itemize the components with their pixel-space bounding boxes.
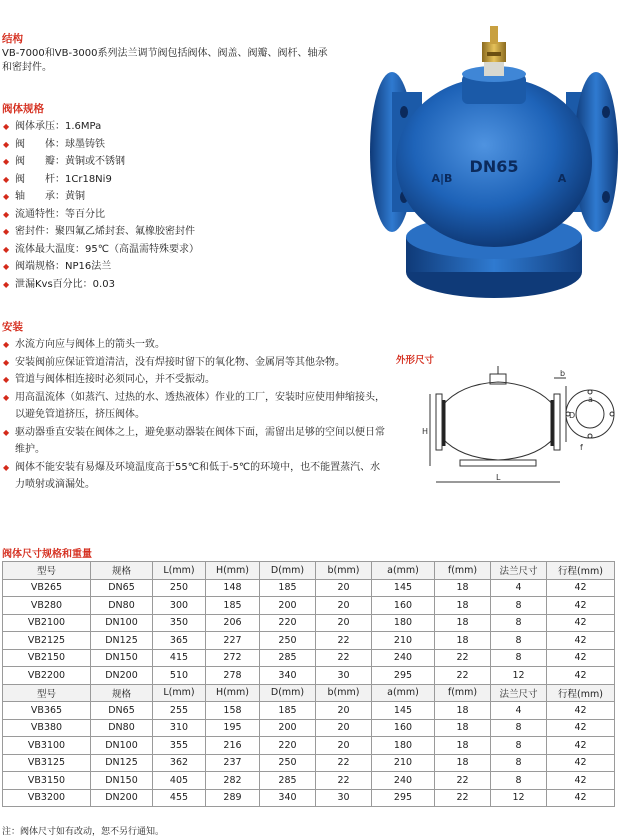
table-cell: 42 (547, 702, 615, 720)
table-cell: 42 (547, 772, 615, 790)
valve-side-mark-left: A|B (431, 172, 453, 185)
table-cell: 355 (153, 737, 206, 755)
table-cell: VB2150 (3, 649, 91, 667)
table-cell: 145 (372, 702, 435, 720)
table-cell: 18 (435, 597, 491, 615)
dim-label-d: D (569, 411, 576, 420)
table-cell: 20 (316, 702, 372, 720)
table-cell: DN65 (91, 579, 153, 597)
table-cell: 8 (491, 772, 547, 790)
table-cell: 30 (316, 667, 372, 685)
table-cell: 210 (372, 632, 435, 650)
table-cell: 42 (547, 579, 615, 597)
table-row (3, 614, 615, 632)
table-cell: 8 (491, 597, 547, 615)
table-cell: DN150 (91, 772, 153, 790)
table-header-cell: 型号 (3, 562, 91, 580)
table-cell: DN80 (91, 597, 153, 615)
table-cell: 20 (316, 737, 372, 755)
table-header-cell: H(mm) (206, 684, 260, 702)
table-header-cell: 法兰尺寸 (491, 562, 547, 580)
table-cell: 22 (316, 632, 372, 650)
table-cell: 4 (491, 579, 547, 597)
table-cell: 350 (153, 614, 206, 632)
table-header-cell: D(mm) (260, 684, 316, 702)
specs-list (3, 118, 333, 293)
table-cell: 255 (153, 702, 206, 720)
install-item: ◆ 阀体不能安装有易爆及环境温度高于55℃和低于-5℃的环境中，也不能置蒸汽、水力喷射或滴漏处。 (3, 459, 390, 494)
table-cell: VB280 (3, 597, 91, 615)
table-cell: 200 (260, 719, 316, 737)
table-cell: 42 (547, 667, 615, 685)
table-header-cell: 规格 (91, 684, 153, 702)
specs-heading: 阀体规格 (2, 103, 44, 115)
table-cell: 42 (547, 789, 615, 807)
table-cell: 158 (206, 702, 260, 720)
install-item: ◆ 用高温流体（如蒸汽、过热的水、透热液体）作业的工厂，安装时应使用伸缩接头，以避免管道挤压，挤压阀体。 (3, 389, 390, 424)
table-cell: DN100 (91, 614, 153, 632)
dim-label-a: a (588, 395, 593, 404)
table-header-row (3, 684, 615, 702)
table-row (3, 632, 615, 650)
table-row (3, 649, 615, 667)
table-cell: 22 (316, 772, 372, 790)
table-cell: 206 (206, 614, 260, 632)
table-cell: 405 (153, 772, 206, 790)
table-cell: 22 (435, 789, 491, 807)
table-cell: 8 (491, 754, 547, 772)
table-cell: VB2100 (3, 614, 91, 632)
table-cell: 200 (260, 597, 316, 615)
table-cell: 185 (260, 702, 316, 720)
table-cell: 12 (491, 789, 547, 807)
table-cell: VB2125 (3, 632, 91, 650)
table-cell: DN200 (91, 667, 153, 685)
table-cell: 237 (206, 754, 260, 772)
table-cell: 210 (372, 754, 435, 772)
table-cell: 365 (153, 632, 206, 650)
table-cell: 340 (260, 789, 316, 807)
table-row (3, 789, 615, 807)
table-cell: 185 (206, 597, 260, 615)
table-cell: 18 (435, 632, 491, 650)
table-cell: 160 (372, 597, 435, 615)
table-cell: 22 (435, 772, 491, 790)
table-cell: 160 (372, 719, 435, 737)
table-row (3, 667, 615, 685)
valve-photo (344, 22, 620, 322)
table-cell: 220 (260, 614, 316, 632)
table-cell: 285 (260, 649, 316, 667)
table-cell: 42 (547, 649, 615, 667)
table-cell: 310 (153, 719, 206, 737)
table-cell: 22 (316, 649, 372, 667)
spec-item: ◆ 流通特性：等百分比 (3, 206, 333, 224)
dimension-drawing (420, 366, 618, 490)
table-cell: 282 (206, 772, 260, 790)
table-cell: VB3125 (3, 754, 91, 772)
table-cell: DN125 (91, 754, 153, 772)
table-header-row (3, 562, 615, 580)
table-header-cell: 法兰尺寸 (491, 684, 547, 702)
table-header-cell: f(mm) (435, 684, 491, 702)
table-cell: 42 (547, 597, 615, 615)
table-cell: DN65 (91, 702, 153, 720)
table-cell: 195 (206, 719, 260, 737)
table-cell: 42 (547, 754, 615, 772)
table-cell: 295 (372, 789, 435, 807)
table-cell: 22 (316, 754, 372, 772)
table-cell: 8 (491, 632, 547, 650)
table-cell: 250 (153, 579, 206, 597)
table-row (3, 772, 615, 790)
table-cell: 250 (260, 632, 316, 650)
table-cell: VB3200 (3, 789, 91, 807)
spec-item: ◆ 流体最大温度：95℃（高温需特殊要求） (3, 241, 333, 259)
table-row (3, 719, 615, 737)
table-cell: VB380 (3, 719, 91, 737)
table-cell: 278 (206, 667, 260, 685)
table-note: 注：阀体尺寸如有改动，恕不另行通知。 (2, 827, 165, 837)
table-cell: 148 (206, 579, 260, 597)
spec-item: ◆ 阀 杆：1Cr18Ni9 (3, 171, 333, 189)
table-header-cell: f(mm) (435, 562, 491, 580)
table-row (3, 737, 615, 755)
table-cell: VB3100 (3, 737, 91, 755)
table-cell: 18 (435, 754, 491, 772)
table-header-cell: D(mm) (260, 562, 316, 580)
table-cell: 18 (435, 579, 491, 597)
table-cell: 8 (491, 719, 547, 737)
table-row (3, 597, 615, 615)
table-row (3, 579, 615, 597)
spec-item: ◆ 阀 体：球墨铸铁 (3, 136, 333, 154)
table-heading: 阀体尺寸规格和重量 (2, 549, 92, 560)
table-cell: 180 (372, 737, 435, 755)
table-cell: 510 (153, 667, 206, 685)
valve-dn-label: DN65 (469, 157, 519, 176)
table-cell: 295 (372, 667, 435, 685)
dim-label-f: f (580, 443, 583, 452)
table-cell: 272 (206, 649, 260, 667)
structure-text: VB-7000和VB-3000系列法兰调节阀包括阀体、阀盖、阀瓣、阀杆、轴承和密封件。 (2, 48, 328, 73)
table-cell: 8 (491, 649, 547, 667)
table-header-cell: 型号 (3, 684, 91, 702)
spec-item: ◆ 阀端规格：NP16法兰 (3, 258, 333, 276)
table-cell: 8 (491, 737, 547, 755)
table-cell: VB265 (3, 579, 91, 597)
dimension-table (2, 561, 615, 807)
table-header-cell: b(mm) (316, 684, 372, 702)
install-item: ◆ 水流方向应与阀体上的箭头一致。 (3, 336, 390, 354)
table-cell: DN150 (91, 649, 153, 667)
table-cell: 216 (206, 737, 260, 755)
table-cell: VB2200 (3, 667, 91, 685)
table-cell: 42 (547, 737, 615, 755)
table-cell: 227 (206, 632, 260, 650)
install-item: ◆ 管道与阀体相连接时必须同心，并不受振动。 (3, 371, 390, 389)
table-cell: 250 (260, 754, 316, 772)
table-cell: 145 (372, 579, 435, 597)
table-row (3, 702, 615, 720)
table-cell: DN80 (91, 719, 153, 737)
table-cell: DN100 (91, 737, 153, 755)
dim-label-h: H (422, 427, 429, 436)
table-header-cell: L(mm) (153, 562, 206, 580)
table-header-cell: a(mm) (372, 684, 435, 702)
table-cell: 20 (316, 614, 372, 632)
dim-label-b: b (560, 369, 566, 378)
table-cell: 20 (316, 579, 372, 597)
dim-label-l: L (496, 473, 501, 482)
table-cell: 415 (153, 649, 206, 667)
dimension-heading: 外形尺寸 (396, 355, 435, 366)
table-cell: 300 (153, 597, 206, 615)
table-cell: 8 (491, 614, 547, 632)
install-item: ◆ 安装阀前应保证管道清洁，没有焊接时留下的氧化物、金属屑等其他杂物。 (3, 354, 390, 372)
table-cell: 220 (260, 737, 316, 755)
spec-item: ◆ 阀 瓣：黄铜或不锈钢 (3, 153, 333, 171)
table-header-cell: L(mm) (153, 684, 206, 702)
table-cell: 18 (435, 702, 491, 720)
table-cell: 18 (435, 614, 491, 632)
table-cell: DN125 (91, 632, 153, 650)
install-list (3, 336, 390, 494)
table-cell: 285 (260, 772, 316, 790)
table-cell: 4 (491, 702, 547, 720)
spec-item: ◆ 轴 承：黄铜 (3, 188, 333, 206)
table-cell: 18 (435, 719, 491, 737)
table-cell: 22 (435, 649, 491, 667)
table-header-cell: H(mm) (206, 562, 260, 580)
table-row (3, 754, 615, 772)
table-cell: 240 (372, 772, 435, 790)
table-cell: 42 (547, 632, 615, 650)
spec-item: ◆ 密封件：聚四氟乙烯封套、氟橡胶密封件 (3, 223, 333, 241)
table-cell: 12 (491, 667, 547, 685)
table-cell: VB365 (3, 702, 91, 720)
spec-item: ◆ 泄漏Kvs百分比：0.03 (3, 276, 333, 294)
table-header-cell: a(mm) (372, 562, 435, 580)
table-cell: 42 (547, 614, 615, 632)
table-cell: 22 (435, 667, 491, 685)
table-header-cell: 规格 (91, 562, 153, 580)
table-cell: 20 (316, 719, 372, 737)
table-cell: 362 (153, 754, 206, 772)
table-cell: 30 (316, 789, 372, 807)
table-cell: 340 (260, 667, 316, 685)
table-header-cell: b(mm) (316, 562, 372, 580)
table-cell: 42 (547, 719, 615, 737)
spec-item: ◆ 阀体承压：1.6MPa (3, 118, 333, 136)
table-cell: 185 (260, 579, 316, 597)
install-heading: 安装 (2, 321, 23, 333)
table-cell: 289 (206, 789, 260, 807)
table-cell: 240 (372, 649, 435, 667)
table-cell: 20 (316, 597, 372, 615)
table-cell: DN200 (91, 789, 153, 807)
table-header-cell: 行程(mm) (547, 562, 615, 580)
table-cell: 180 (372, 614, 435, 632)
table-cell: 455 (153, 789, 206, 807)
install-item: ◆ 驱动器垂直安装在阀体之上，避免驱动器装在阀体下面，需留出足够的空间以便日常维护。 (3, 424, 390, 459)
valve-side-mark-right: A (557, 172, 567, 185)
table-cell: 18 (435, 737, 491, 755)
table-header-cell: 行程(mm) (547, 684, 615, 702)
structure-heading: 结构 (2, 33, 23, 45)
table-cell: VB3150 (3, 772, 91, 790)
